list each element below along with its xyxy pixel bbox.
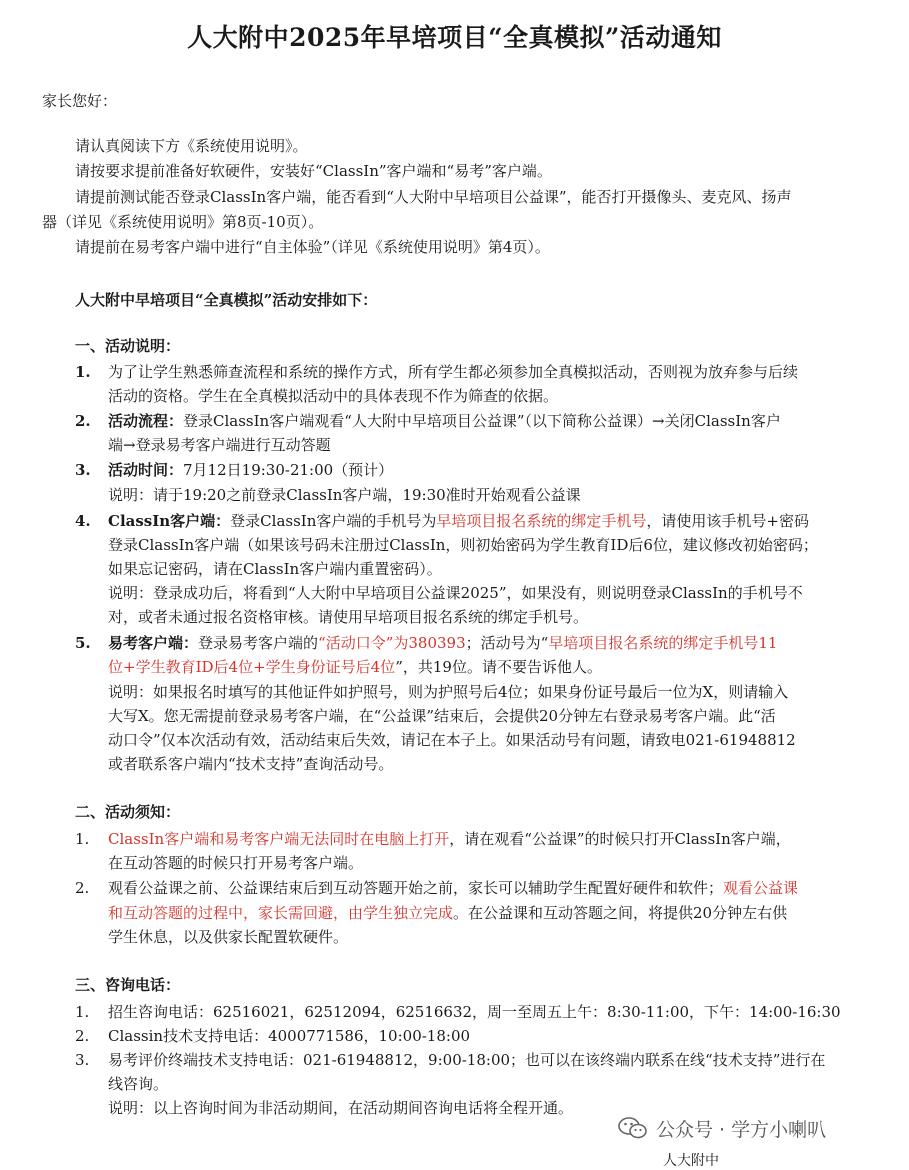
item-text: 在互动答题的时候只打开易考客户端。	[108, 854, 364, 872]
item-note: 说明：如果报名时填写的其他证件如护照号，则为护照号后4位；如果身份证号最后一位为X，则请输入	[108, 683, 789, 701]
contact-note: 说明：以上咨询时间为非活动期间，在活动期间咨询电话将全程开通。	[108, 1099, 574, 1117]
item-note: 说明：请于19:20之前登录ClassIn客户端，19:30准时开始观看公益课	[108, 486, 581, 504]
item-text: 登录ClassIn客户端（如果该号码未注册过ClassIn，则初始密码为学生教育ID后6位，建议修改初始密码；	[108, 536, 818, 554]
item-text-span: 7月12日19:30-21:00（预计）	[183, 461, 394, 479]
contact-line: 招生咨询电话：62516021，62512094，62516632，周一至周五上午：8:30-11:00，下午：14:00-16:30	[108, 1003, 841, 1021]
item-note: 对，或者未通过报名资格审核。请使用早培项目报名系统的绑定手机号。	[108, 608, 589, 626]
section-3-heading: 三、咨询电话：	[75, 976, 181, 994]
item-number: 3.	[75, 1051, 90, 1069]
item-number: 2.	[75, 412, 91, 430]
highlight-text: 观看公益课	[723, 879, 799, 897]
contact-line: Classin技术支持电话：4000771586，10:00-18:00	[108, 1027, 471, 1045]
watermark	[618, 1115, 826, 1145]
item-text-span: 登录易考客户端的	[198, 634, 319, 652]
item-text	[108, 459, 393, 482]
item-text	[108, 656, 602, 679]
wechat-icon	[618, 1116, 648, 1145]
item-text: 活动的资格。学生在全真模拟活动中的具体表现不作为筛查的依据。	[108, 387, 559, 405]
item-label: 活动时间：	[108, 461, 184, 479]
item-note: 或者联系客户端内“技术支持”查询活动号。	[108, 755, 394, 773]
item-text-span: ；活动号为“	[465, 634, 549, 652]
item-number: 2.	[75, 879, 90, 897]
item-text-span: 登录ClassIn客户端的手机号为	[230, 512, 437, 530]
item-label: ClassIn客户端：	[108, 512, 231, 530]
item-text	[108, 828, 791, 851]
item-note: 动口令”仅本次活动有效，活动结束后失效，请记在本子上。如果活动号有问题，请致电021-61948812	[108, 731, 796, 749]
intro-line: 请提前测试能否登录ClassIn客户端，能否看到“人大附中早培项目公益课”，能否打开摄像头、麦克风、扬声	[75, 188, 792, 206]
footer-text: 人大附中	[663, 1153, 719, 1169]
intro-line: 请认真阅读下方《系统使用说明》。	[75, 137, 308, 155]
intro-line: 请提前在易考客户端中进行“自主体验”（详见《系统使用说明》第4页）。	[75, 238, 550, 256]
item-number: 5.	[75, 634, 91, 652]
item-number: 4.	[75, 512, 91, 530]
item-text	[108, 632, 777, 655]
item-number: 1.	[75, 1003, 90, 1021]
item-text	[108, 510, 809, 533]
item-number: 1.	[75, 363, 91, 381]
item-text: 如果忘记密码，请在ClassIn客户端内重置密码）。	[108, 560, 442, 578]
item-text-span: 观看公益课之前、公益课结束后到互动答题开始之前，家长可以辅助学生配置好硬件和软件；	[108, 879, 724, 897]
intro-line: 请按要求提前准备好软硬件，安装好“ClassIn”客户端和“易考”客户端。	[75, 162, 552, 180]
item-text: 为了让学生熟悉筛查流程和系统的操作方式，所有学生都必须参加全真模拟活动，否则视为放弃参与后续	[108, 363, 799, 381]
watermark-text: 公众号 · 学方小喇叭	[656, 1119, 827, 1141]
section-1-heading: 一、活动说明：	[75, 337, 181, 355]
highlight-text: 早培项目报名系统的绑定手机号	[436, 512, 647, 530]
highlight-text: 早培项目报名系统的绑定手机号11	[548, 634, 778, 652]
item-number: 3.	[75, 461, 91, 479]
item-text: 端→登录易考客户端进行互动答题	[108, 436, 331, 454]
item-note: 大写X。您无需提前登录易考客户端，在“公益课”结束后，会提供20分钟左右登录易考客户端。此“活	[108, 707, 776, 725]
item-text	[108, 902, 787, 925]
page-title: 人大附中2025年早培项目“全真模拟”活动通知	[187, 23, 722, 52]
item-text: 学生休息，以及供家长配置软硬件。	[108, 928, 349, 946]
greeting: 家长您好：	[42, 92, 118, 110]
contact-line: 易考评价终端技术支持电话：021-61948812，9:00-18:00；也可以在该终端内联系在线“技术支持”进行在	[108, 1051, 826, 1069]
highlight-text: 位+学生教育ID后4位+学生身份证号后4位	[108, 658, 396, 676]
item-text-span: ，请在观看“公益课”的时候只打开ClassIn客户端，	[449, 830, 791, 848]
schedule-heading: 人大附中早培项目“全真模拟”活动安排如下：	[75, 291, 378, 309]
intro-line: 器（详见《系统使用说明》第8页-10页）。	[42, 213, 324, 231]
item-label: 活动流程：	[108, 412, 184, 430]
highlight-text: “活动口令”为380393	[318, 634, 466, 652]
section-2-heading: 二、活动须知：	[75, 803, 181, 821]
item-text	[108, 877, 798, 900]
contact-line: 线咨询。	[108, 1075, 169, 1093]
item-text	[108, 410, 781, 433]
item-text-span: 。在公益课和互动答题之间，将提供20分钟左右供	[453, 904, 788, 922]
item-number: 2.	[75, 1027, 90, 1045]
highlight-text: ClassIn客户端和易考客户端无法同时在电脑上打开	[108, 830, 450, 848]
highlight-text: 和互动答题的过程中，家长需回避，由学生独立完成	[108, 904, 454, 922]
item-note: 说明：登录成功后，将看到“人大附中早培项目公益课2025”，如果没有，则说明登录ClassIn的手机号不	[108, 584, 803, 602]
item-text-span: ，请使用该手机号+密码	[646, 512, 809, 530]
item-text-span: ”，共19位。请不要告诉他人。	[395, 658, 602, 676]
item-number: 1.	[75, 830, 90, 848]
item-label: 易考客户端：	[108, 634, 199, 652]
item-text-span: 登录ClassIn客户端观看“人大附中早培项目公益课”（以下简称公益课）→关闭ClassIn客户	[183, 412, 781, 430]
